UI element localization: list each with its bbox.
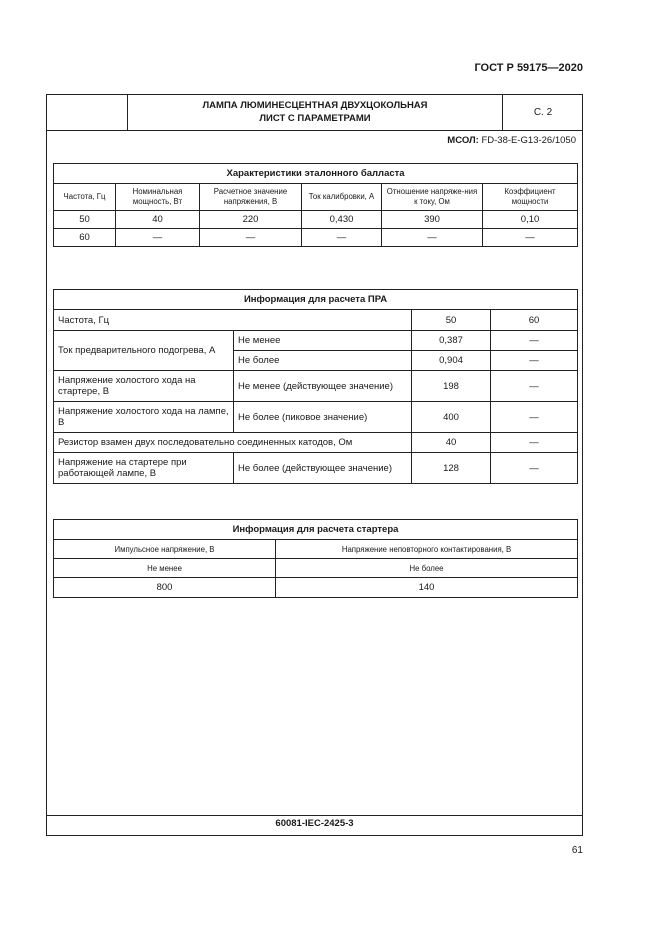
sheet-code: 60081-IEC-2425-3 <box>275 818 354 829</box>
pra-table <box>53 289 578 484</box>
table-row <box>54 331 578 351</box>
pra-preheat-max-60: — <box>491 351 578 371</box>
ballast-cell: — <box>302 229 382 247</box>
sheet-frame <box>46 94 583 836</box>
table-row <box>54 578 578 598</box>
ballast-table <box>53 163 578 247</box>
pra-open-starter-cond: Не менее (действующее значение) <box>234 371 412 402</box>
ballast-cell: 220 <box>200 211 302 229</box>
pra-run-starter-cond: Не более (действующее значение) <box>234 453 412 484</box>
title-line-1: ЛАМПА ЛЮМИНЕСЦЕНТНАЯ ДВУХЦОКОЛЬНАЯ <box>202 100 428 111</box>
starter-col1-value: 800 <box>54 578 276 598</box>
ballast-cell: 40 <box>116 211 200 229</box>
pra-resistor-60: — <box>491 433 578 453</box>
pra-freq-50: 50 <box>412 310 491 331</box>
pra-open-lamp-cond: Не более (пиковое значение) <box>234 402 412 433</box>
ballast-cell: 0,430 <box>302 211 382 229</box>
page-number: 61 <box>571 845 583 856</box>
ballast-cell: — <box>382 229 483 247</box>
standard-designation: ГОСТ Р 59175—2020 <box>474 62 583 74</box>
msol-designation <box>447 135 576 146</box>
ballast-header: Коэффициент мощности <box>483 184 578 211</box>
pra-run-starter-50: 128 <box>412 453 491 484</box>
ballast-header: Номинальная мощность, Вт <box>116 184 200 211</box>
msol-label: МСОЛ: <box>447 135 479 146</box>
pra-open-starter-60: — <box>491 371 578 402</box>
title-line-2: ЛИСТ С ПАРАМЕТРАМИ <box>259 113 371 124</box>
ballast-header: Расчетное значение напряжения, В <box>200 184 302 211</box>
pra-preheat-min-50: 0,387 <box>412 331 491 351</box>
pra-run-starter-label: Напряжение на стартере при работающей лампе, В <box>54 453 234 484</box>
pra-preheat-max-50: 0,904 <box>412 351 491 371</box>
sheet-page-label: С. 2 <box>533 107 553 118</box>
ballast-cell: — <box>116 229 200 247</box>
ballast-cell: 60 <box>54 229 116 247</box>
pra-open-starter-label: Напряжение холостого хода на стартере, В <box>54 371 234 402</box>
starter-col2-value: 140 <box>276 578 578 598</box>
starter-col1-header: Импульсное напряжение, В <box>54 540 276 559</box>
ballast-cell: — <box>483 229 578 247</box>
title-left-cell <box>47 95 128 130</box>
pra-caption: Информация для расчета ПРА <box>54 290 578 310</box>
pra-open-starter-50: 198 <box>412 371 491 402</box>
ballast-caption: Характеристики эталонного балласта <box>54 164 578 184</box>
footer-divider <box>47 815 582 816</box>
msol-code: FD-38-E-G13-26/1050 <box>481 135 576 146</box>
ballast-header: Частота, Гц <box>54 184 116 211</box>
ballast-cell: — <box>200 229 302 247</box>
ballast-header: Отношение напряже-ния к току, Ом <box>382 184 483 211</box>
pra-open-lamp-label: Напряжение холостого хода на лампе, В <box>54 402 234 433</box>
pra-open-lamp-50: 400 <box>412 402 491 433</box>
ballast-cell: 50 <box>54 211 116 229</box>
title-block <box>47 95 582 131</box>
ballast-header: Ток калибровки, А <box>302 184 382 211</box>
table-row <box>54 310 578 331</box>
table-row <box>54 433 578 453</box>
starter-col2-sub: Не более <box>276 559 578 578</box>
table-row <box>54 402 578 433</box>
pra-run-starter-60: — <box>491 453 578 484</box>
pra-resistor-label: Резистор взамен двух последовательно соединенных катодов, Ом <box>54 433 412 453</box>
pra-preheat-min-label: Не менее <box>234 331 412 351</box>
starter-caption: Информация для расчета стартера <box>54 520 578 540</box>
pra-freq-60: 60 <box>491 310 578 331</box>
starter-col1-sub: Не менее <box>54 559 276 578</box>
table-row <box>54 371 578 402</box>
table-row <box>54 229 578 247</box>
starter-col2-header: Напряжение неповторного контактирования, В <box>276 540 578 559</box>
ballast-cell: 390 <box>382 211 483 229</box>
pra-preheat-max-label: Не более <box>234 351 412 371</box>
table-row <box>54 453 578 484</box>
pra-preheat-label: Ток предварительного подогрева, А <box>54 331 234 371</box>
ballast-cell: 0,10 <box>483 211 578 229</box>
pra-freq-label: Частота, Гц <box>54 310 412 331</box>
pra-open-lamp-60: — <box>491 402 578 433</box>
table-row <box>54 211 578 229</box>
sheet-title <box>128 95 503 130</box>
pra-preheat-min-60: — <box>491 331 578 351</box>
pra-resistor-50: 40 <box>412 433 491 453</box>
starter-table <box>53 519 578 598</box>
